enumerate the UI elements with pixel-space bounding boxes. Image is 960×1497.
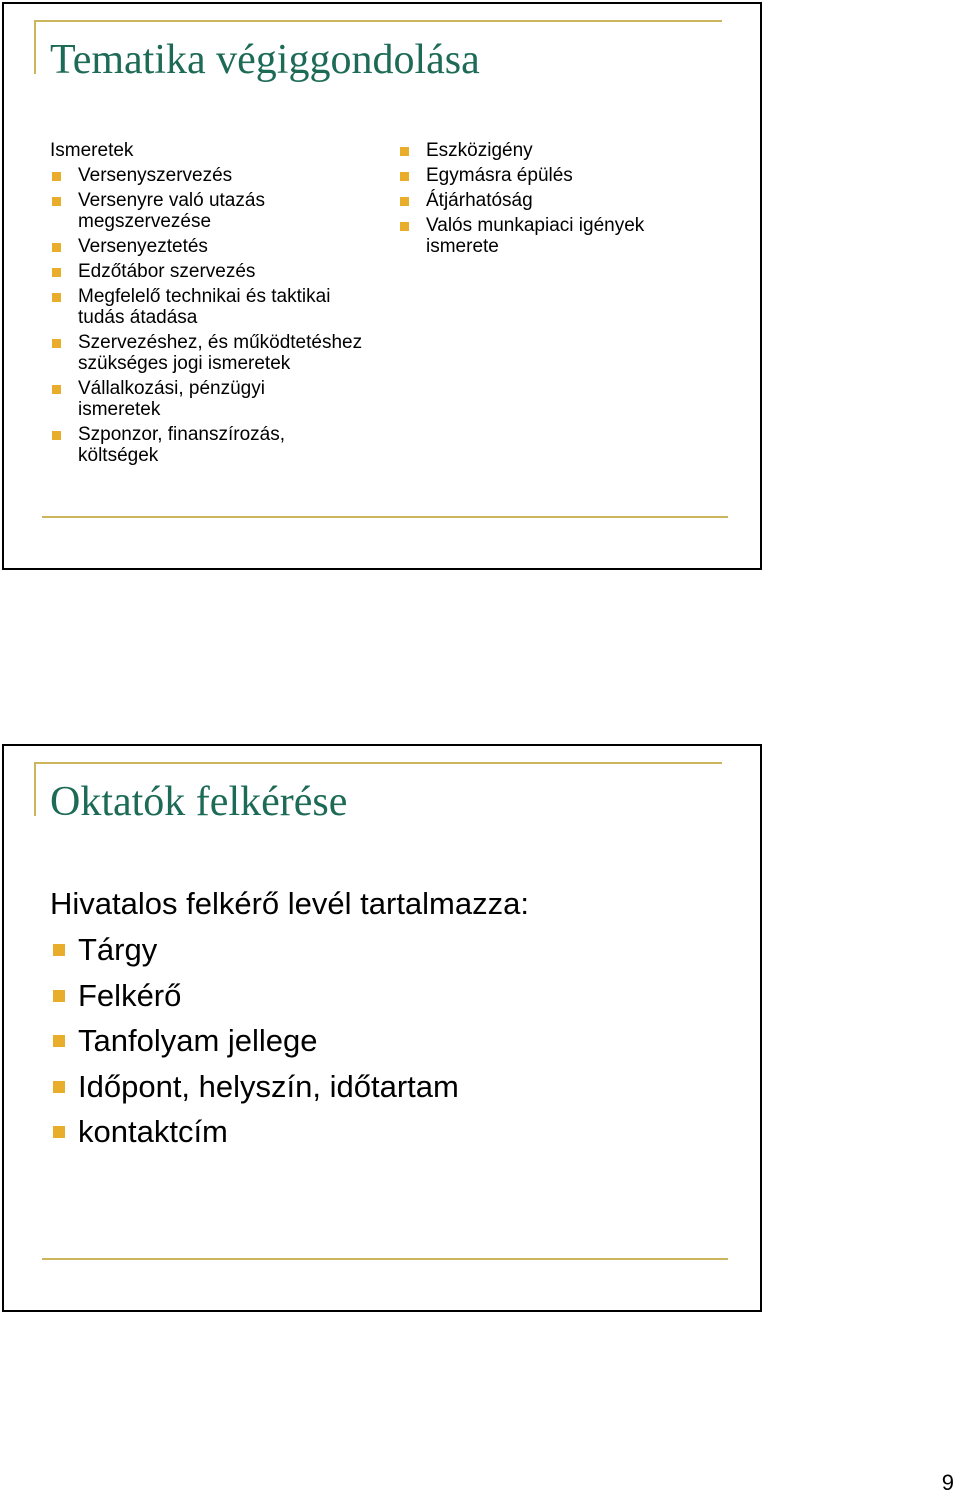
title-rule	[34, 20, 722, 22]
list-item: Tanfolyam jellege	[50, 1022, 459, 1060]
list-item: Versenyeztetés	[50, 236, 380, 257]
list-item: kontaktcím	[50, 1113, 459, 1151]
title-rule-tick	[34, 762, 36, 816]
list-item: Edzőtábor szervezés	[50, 261, 380, 282]
footer-rule	[42, 516, 728, 518]
slide-title: Oktatók felkérése	[50, 779, 348, 825]
list-item: Tárgy	[50, 931, 459, 969]
list-item: Egymásra épülés	[398, 165, 698, 186]
left-column-heading: Ismeretek	[50, 140, 134, 161]
list-item: Szervezéshez, és működtetéshez szükséges jogi ismeretek	[50, 332, 378, 374]
list-item: Megfelelő technikai és taktikai tudás átadása	[50, 286, 378, 328]
list-item: Átjárhatóság	[398, 190, 698, 211]
footer-rule	[42, 1258, 728, 1260]
list-item: Szponzor, finanszírozás, költségek	[50, 424, 328, 466]
title-rule-tick	[34, 20, 36, 74]
list-item: Vállalkozási, pénzügyi ismeretek	[50, 378, 298, 420]
list-item: Időpont, helyszín, időtartam	[50, 1068, 459, 1106]
list-item: Eszközigény	[398, 140, 698, 161]
page-number: 9	[941, 1470, 954, 1495]
list-item: Valós munkapiaci igények ismerete	[398, 215, 686, 257]
list-item: Versenyszervezés	[50, 165, 380, 186]
slide-oktatok	[2, 744, 762, 1312]
left-bullet-list	[50, 165, 380, 470]
slide-title: Tematika végiggondolása	[50, 37, 480, 83]
right-bullet-list	[398, 140, 698, 261]
slide-tematika	[2, 2, 762, 570]
list-item: Felkérő	[50, 977, 459, 1015]
list-item: Versenyre való utazás megszervezése	[50, 190, 318, 232]
title-rule	[34, 762, 722, 764]
bullet-list	[50, 931, 459, 1159]
intro-text: Hivatalos felkérő levél tartalmazza:	[50, 886, 529, 921]
